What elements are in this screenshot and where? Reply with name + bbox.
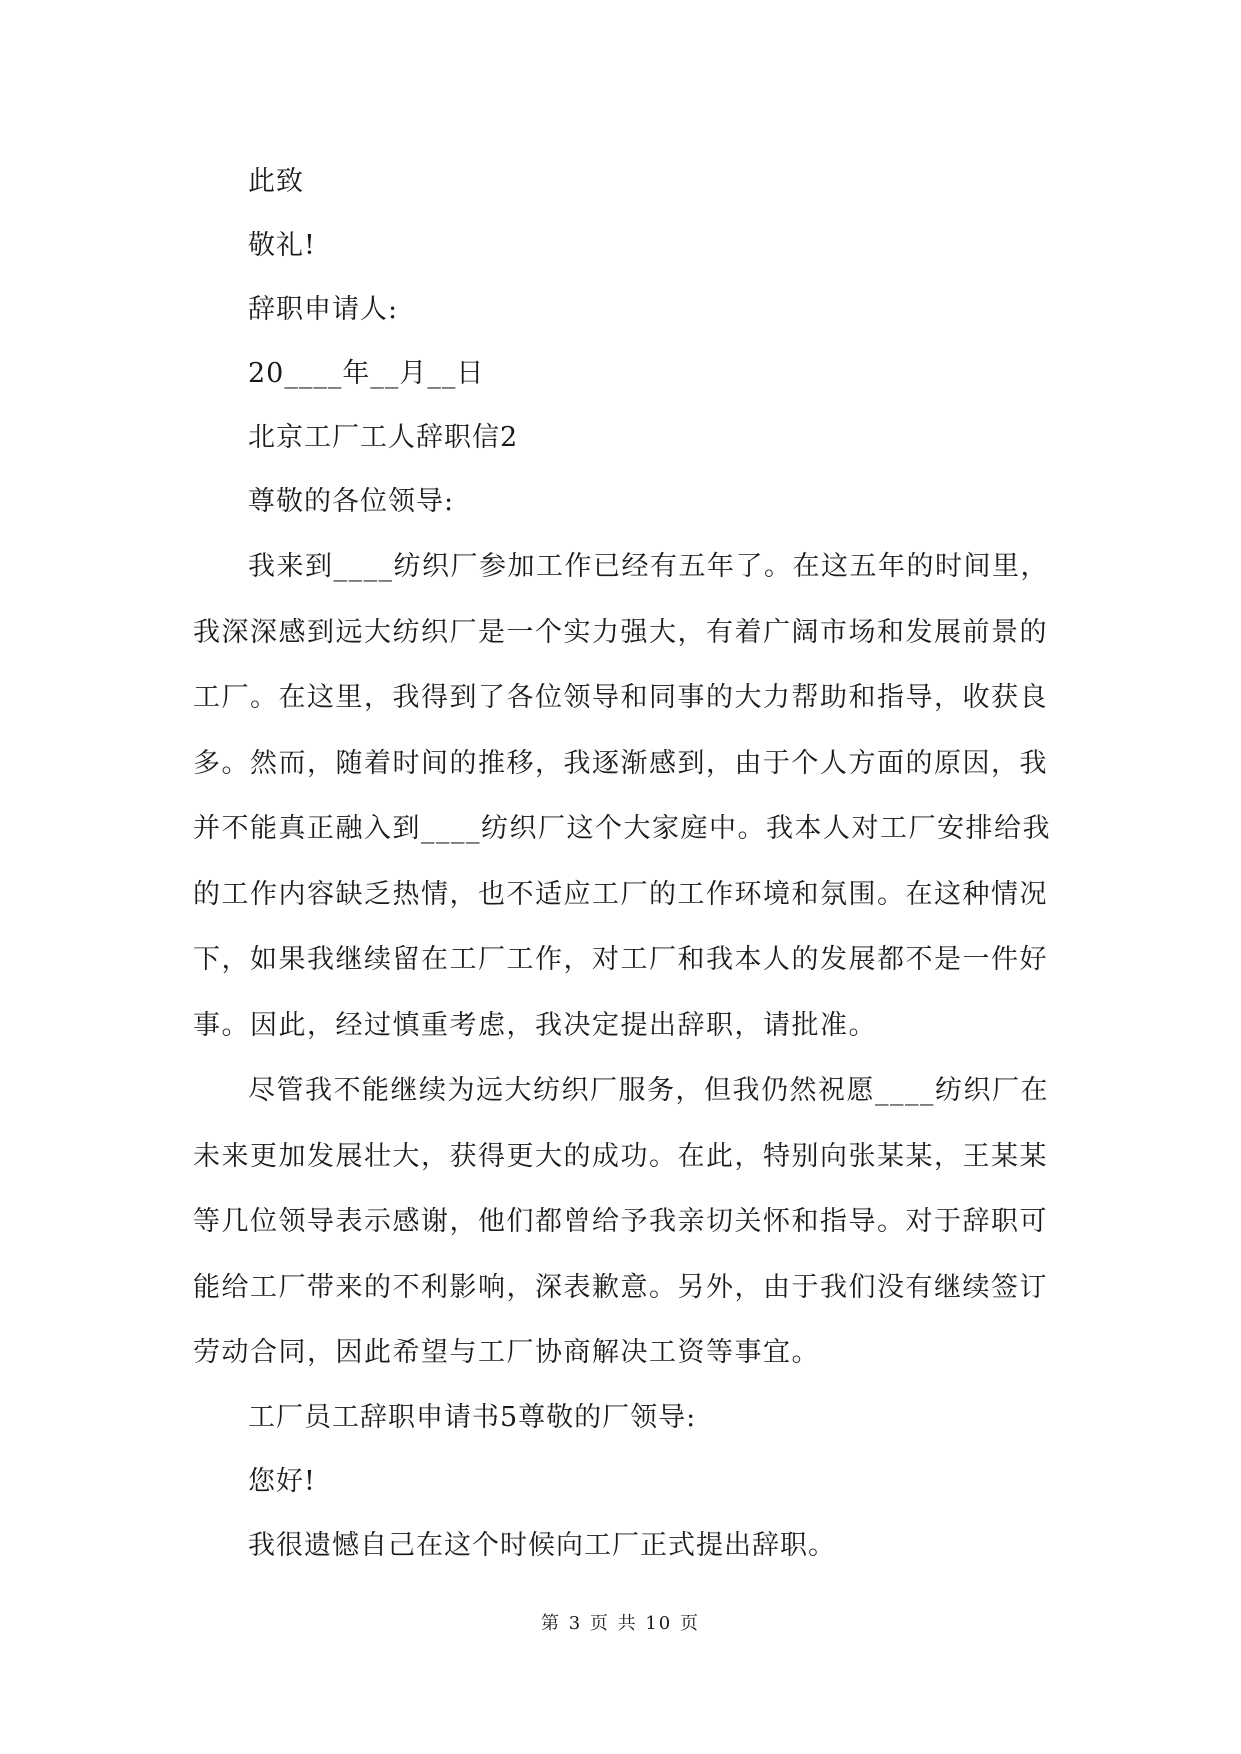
paragraph-line: 劳动合同，因此希望与工厂协商解决工资等事宜。 [193, 1337, 820, 1368]
paragraph-line: 多。然而，随着时间的推移，我逐渐感到，由于个人方面的原因，我 [193, 747, 1048, 779]
closing-line: 敬礼! [248, 230, 316, 261]
closing-line: 此致 [248, 166, 304, 197]
paragraph-line: 的工作内容缺乏热情，也不适应工厂的工作环境和氛围。在这种情况 [193, 878, 1048, 910]
body-line: 我很遗憾自己在这个时候向工厂正式提出辞职。 [248, 1529, 836, 1561]
date-line: 20____年__月__日 [248, 358, 485, 389]
paragraph-2 [193, 1058, 1053, 1386]
paragraph-line: 下，如果我继续留在工厂工作，对工厂和我本人的发展都不是一件好 [193, 944, 1048, 975]
letter-heading: 工厂员工辞职申请书5尊敬的厂领导: [248, 1401, 697, 1433]
letter-title: 北京工厂工人辞职信2 [248, 422, 519, 453]
paragraph-line: 我来到____纺织厂参加工作已经有五年了。在这五年的时间里， [248, 551, 1049, 582]
paragraph-line: 事。因此，经过慎重考虑，我决定提出辞职，请批准。 [193, 1009, 877, 1041]
paragraph-line: 尽管我不能继续为远大纺织厂服务，但我仍然祝愿____纺织厂在 [248, 1075, 1049, 1106]
page-number: 第 3 页 共 10 页 [541, 1613, 700, 1634]
document-body [193, 150, 1053, 1578]
salutation: 尊敬的各位领导: [248, 486, 455, 517]
greeting: 您好! [248, 1465, 316, 1497]
paragraph-line: 并不能真正融入到____纺织厂这个大家庭中。我本人对工厂安排给我 [193, 813, 1051, 844]
paragraph-line: 能给工厂带来的不利影响，深表歉意。另外，由于我们没有继续签订 [193, 1271, 1048, 1303]
closing-line: 辞职申请人: [248, 294, 399, 325]
paragraph-1 [193, 534, 1053, 1058]
paragraph-line: 未来更加发展壮大，获得更大的成功。在此，特别向张某某，王某某 [193, 1140, 1048, 1172]
paragraph-line: 工厂。在这里，我得到了各位领导和同事的大力帮助和指导，收获良 [193, 682, 1048, 713]
paragraph-line: 我深深感到远大纺织厂是一个实力强大，有着广阔市场和发展前景的 [193, 616, 1048, 648]
paragraph-line: 等几位领导表示感谢，他们都曾给予我亲切关怀和指导。对于辞职可 [193, 1206, 1048, 1237]
